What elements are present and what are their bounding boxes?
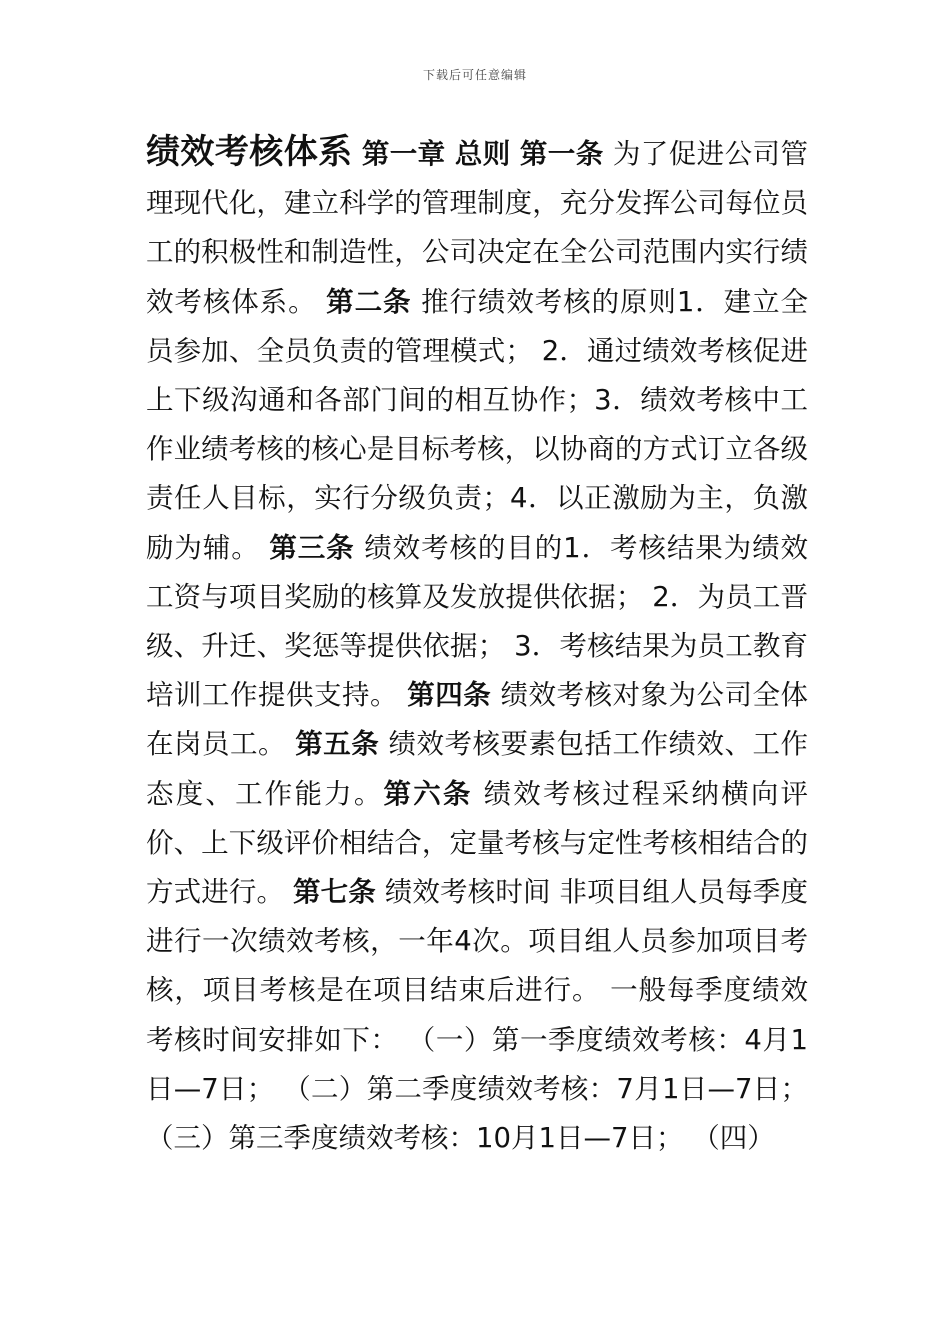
article-7-text: 绩效考核时间 非项目组人员每季度进行一次绩效考核，一年4次。项目组人员参加项目考核，项目考核是在项目结束后进行。 一般每季度绩效考核时间安排如下： （一）第一季度绩效考核：4月1日—7日； （二）第二季度绩效考核：7月1日—7日；（三）第三季度绩效考核：10月1日—7日； （四） xyxy=(146,876,808,1155)
article-5-label: 第五条 xyxy=(295,728,380,761)
article-2-label: 第二条 xyxy=(326,285,412,318)
header-note: 下载后可任意编辑 xyxy=(422,68,527,82)
document-title: 绩效考核体系 xyxy=(146,132,353,172)
article-1-text: 为了促进公司管理现代化，建立科学的管理制度，充分发挥公司每位员工的积极性和制造性，公司决定在全公司范围内实行绩效考核体系。 xyxy=(146,138,808,318)
article-5-text: 绩效考核要素包括工作绩效、工作态度、工作能力。 xyxy=(146,728,808,810)
article-6-text: 绩效考核过程采纳横向评价、上下级评价相结合，定量考核与定性考核相结合的方式进行。 xyxy=(146,777,809,909)
article-3-label: 第三条 xyxy=(269,531,355,564)
chapter-name: 总则 xyxy=(454,138,511,170)
article-7-label: 第七条 xyxy=(293,876,376,909)
article-3-text: 绩效考核的目的1．考核结果为绩效工资与项目奖励的核算及发放提供依据； 2．为员工晋级、升迁、奖惩等提供依据； 3．考核结果为员工教育培训工作提供支持。 xyxy=(146,531,809,712)
article-4-label: 第四条 xyxy=(407,679,492,712)
article-6-label: 第六条 xyxy=(383,777,473,810)
article-4-text: 绩效考核对象为公司全体在岗员工。 xyxy=(146,679,808,761)
chapter-heading: 第一章 xyxy=(361,138,446,170)
document-body xyxy=(146,128,808,1163)
article-1-label: 第一条 xyxy=(519,138,604,170)
article-2-text: 推行绩效考核的原则1．建立全员参加、全员负责的管理模式； 2．通过绩效考核促进上下级沟通和各部门间的相互协作；3．绩效考核中工作业绩考核的核心是目标考核，以协商的方式订立各级责任人目标，实行分级负责；4．以正激励为主，负激励为辅。 xyxy=(146,285,809,564)
